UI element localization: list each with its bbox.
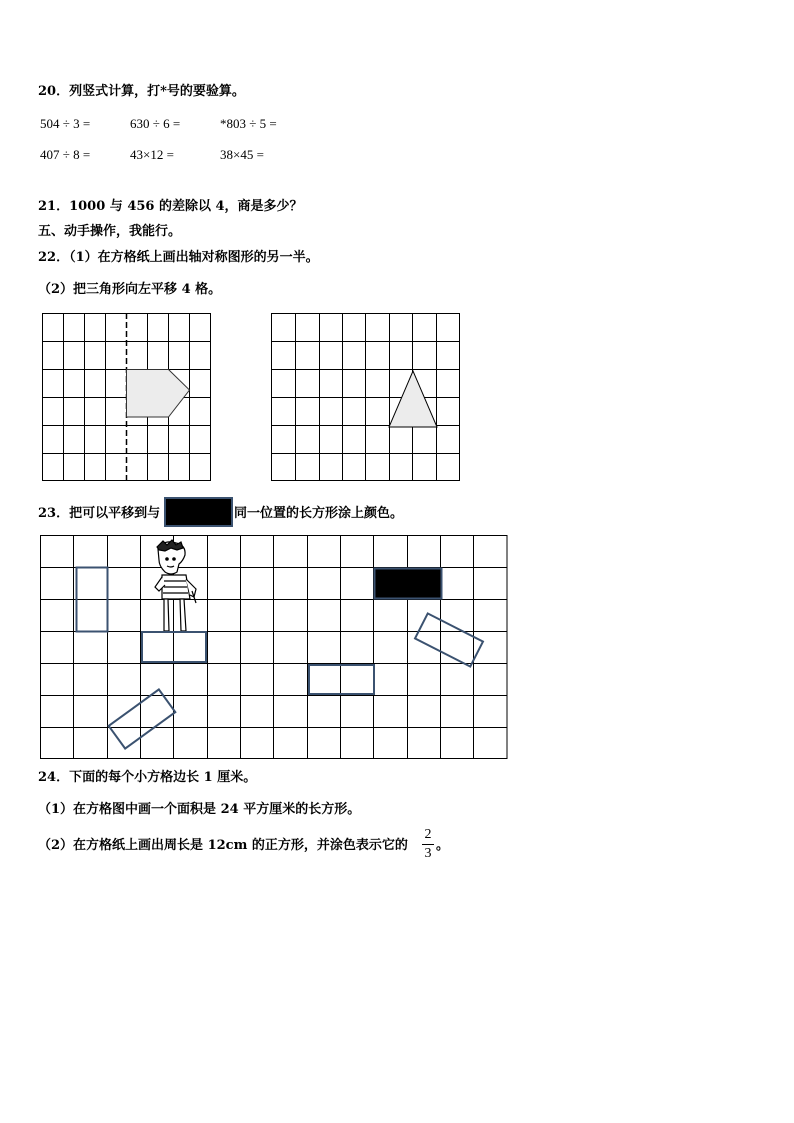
- translation-rectangle-grid: [40, 535, 508, 759]
- fraction-denominator: 3: [424, 846, 432, 861]
- half-shape: [127, 370, 190, 418]
- q24-part2-suffix: 。: [436, 838, 450, 853]
- q24-part1: （1）在方格图中画一个面积是 24 平方厘米的长方形。: [38, 802, 361, 817]
- q21-title: 21．1000 与 456 的差除以 4，商是多少？: [38, 199, 303, 214]
- q22-title: 22．（1）在方格纸上画出轴对称图形的另一半。: [38, 250, 319, 265]
- fraction-numerator: 2: [424, 827, 432, 842]
- calc-630-div-6: 630 ÷ 6 =: [130, 116, 181, 131]
- calc-803-div-5: *803 ÷ 5 =: [220, 116, 277, 131]
- boy-illustration: [155, 540, 196, 631]
- calc-43-times-12: 43×12 =: [130, 147, 174, 162]
- q20-title: 20．列竖式计算，打*号的要验算。: [38, 84, 245, 99]
- tilted-rectangle-left: [109, 689, 176, 748]
- reference-rectangle: [164, 497, 233, 527]
- triangle-shape: [389, 371, 437, 427]
- translation-grid: [271, 313, 461, 481]
- calc-38-times-45: 38×45 =: [220, 147, 264, 162]
- q23-prefix: 23．把可以平移到与: [38, 506, 161, 521]
- section5-title: 五、动手操作，我能行。: [38, 224, 182, 239]
- q24-part2-prefix: （2）在方格纸上画出周长是 12cm 的正方形，并涂色表示它的: [38, 838, 408, 853]
- q22-part2: （2）把三角形向左平移 4 格。: [38, 282, 222, 297]
- symmetry-grid: [42, 313, 212, 481]
- q23-suffix: 同一位置的长方形涂上颜色。: [234, 506, 404, 521]
- calc-407-div-8: 407 ÷ 8 =: [40, 147, 91, 162]
- calc-504-div-3: 504 ÷ 3 =: [40, 116, 91, 131]
- target-black-rectangle: [375, 569, 442, 599]
- horizontal-rectangle-b: [309, 665, 374, 694]
- q24-title: 24．下面的每个小方格边长 1 厘米。: [38, 770, 257, 785]
- fraction-two-thirds: [422, 827, 434, 862]
- tilted-rectangle-right: [415, 613, 483, 666]
